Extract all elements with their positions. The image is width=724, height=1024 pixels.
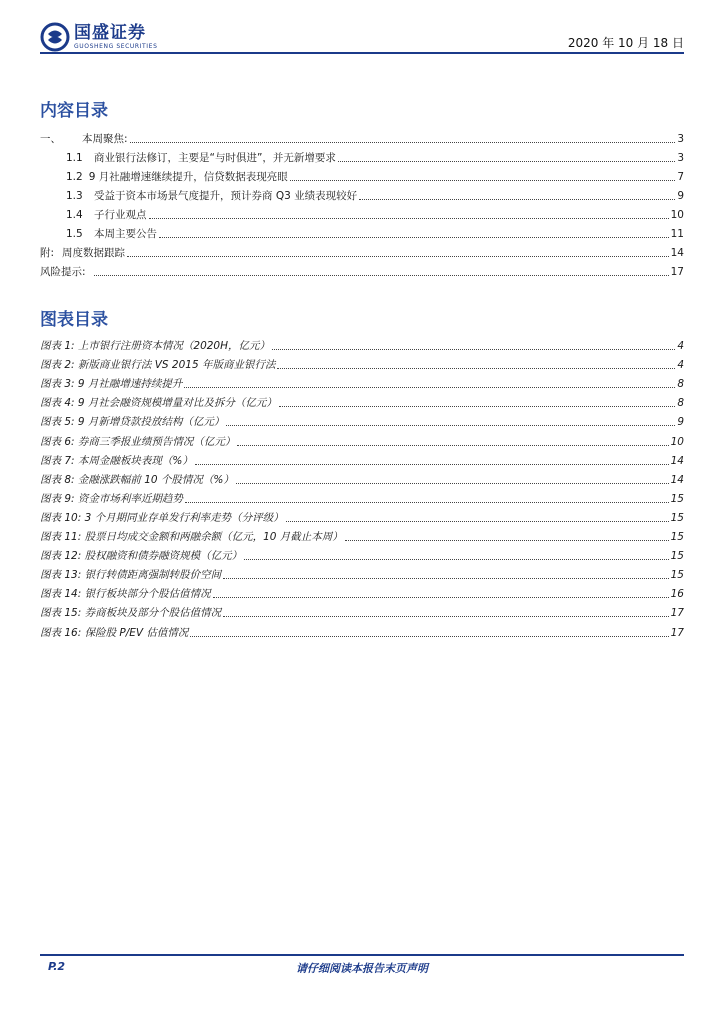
toc-item-number: 一、	[40, 133, 61, 145]
toc-item-number: 1.3	[66, 190, 83, 202]
figure-item-page: 15	[670, 531, 684, 543]
figure-list-item[interactable]	[40, 395, 684, 411]
toc-item[interactable]	[66, 226, 684, 242]
figure-item-label: 图表 14: 银行板块部分个股估值情况	[40, 588, 211, 600]
figure-item-page: 17	[670, 627, 684, 639]
figure-item-label: 图表 7: 本周金融板块表现（%）	[40, 455, 193, 467]
figures-title: 图表目录	[40, 310, 108, 330]
figure-item-label: 图表 5: 9 月新增贷款投放结构（亿元）	[40, 416, 225, 428]
figure-list-item[interactable]	[40, 357, 684, 373]
dot-leader	[223, 615, 669, 617]
figure-item-label: 图表 9: 资金市场利率近期趋势	[40, 493, 183, 505]
figure-item-label: 图表 13: 银行转债距离强制转股价空间	[40, 569, 222, 581]
figure-item-label: 图表 6: 券商三季报业绩预告情况（亿元）	[40, 436, 236, 448]
dot-leader	[223, 577, 669, 579]
dot-leader	[338, 160, 675, 162]
figure-list-item[interactable]	[40, 548, 684, 564]
figure-item-label: 图表 10: 3 个月期同业存单发行利率走势（分评级）	[40, 512, 284, 524]
toc-item-number: 风险提示:	[40, 266, 86, 278]
toc-item-page: 10	[670, 209, 684, 221]
dot-leader	[286, 520, 669, 522]
toc-item[interactable]	[66, 207, 684, 223]
toc-item-label: 本周主要公告	[94, 228, 157, 240]
dot-leader	[94, 274, 669, 276]
dot-leader	[277, 367, 675, 369]
toc-item[interactable]	[40, 245, 684, 261]
dot-leader	[185, 501, 669, 503]
disclaimer-note: 请仔细阅读本报告末页声明	[296, 962, 428, 975]
figure-list-item[interactable]	[40, 376, 684, 392]
dot-leader	[149, 217, 669, 219]
figure-item-label: 图表 4: 9 月社会融资规模增量对比及拆分（亿元）	[40, 397, 277, 409]
figure-item-page: 15	[670, 569, 684, 581]
figure-item-page: 14	[670, 474, 684, 486]
dot-leader	[190, 635, 668, 637]
toc-item-page: 3	[677, 152, 684, 164]
dot-leader	[345, 539, 669, 541]
brand-logo-icon	[40, 22, 70, 52]
figure-list-item[interactable]	[40, 434, 684, 450]
figure-item-label: 图表 12: 股权融资和债券融资规模（亿元）	[40, 550, 243, 562]
dot-leader	[226, 424, 675, 426]
figure-list-item[interactable]	[40, 567, 684, 583]
figure-list-item[interactable]	[40, 491, 684, 507]
dot-leader	[359, 198, 675, 200]
dot-leader	[272, 348, 675, 350]
figure-item-page: 9	[677, 416, 684, 428]
figure-item-label: 图表 11: 股票日均成交金额和两融余额（亿元，10 月截止本周）	[40, 531, 343, 543]
toc-item-number: 1.1	[66, 152, 83, 164]
figure-list-item[interactable]	[40, 338, 684, 354]
toc-item[interactable]	[40, 264, 684, 280]
toc-item-number: 附:	[40, 247, 55, 259]
figure-item-page: 8	[677, 378, 684, 390]
figure-list-item[interactable]	[40, 625, 684, 641]
toc-item-label: 子行业观点	[94, 209, 147, 221]
brand-logo	[40, 22, 157, 52]
dot-leader	[237, 444, 668, 446]
figure-item-page: 15	[670, 512, 684, 524]
figure-item-label: 图表 1: 上市银行注册资本情况（2020H，亿元）	[40, 340, 271, 352]
figure-item-page: 15	[670, 493, 684, 505]
footer-divider	[40, 954, 684, 956]
toc-item[interactable]	[40, 131, 684, 147]
toc-item-label: 商业银行法修订，主要是“与时俱进”，并无新增要求	[94, 152, 336, 164]
figure-list-item[interactable]	[40, 472, 684, 488]
header-divider	[40, 52, 684, 54]
dot-leader	[290, 179, 676, 181]
toc-item-page: 11	[670, 228, 684, 240]
page-header	[40, 22, 684, 56]
toc-item-page: 9	[677, 190, 684, 202]
figure-list-item[interactable]	[40, 586, 684, 602]
figure-item-page: 16	[670, 588, 684, 600]
toc-item-label: 9 月社融增速继续提升，信贷数据表现亮眼	[88, 171, 288, 183]
page-number: P.2	[48, 960, 66, 973]
figure-item-label: 图表 3: 9 月社融增速持续提升	[40, 378, 183, 390]
figure-item-page: 4	[677, 340, 684, 352]
brand-name-en: GUOSHENG SECURITIES	[74, 42, 158, 50]
figure-item-label: 图表 16: 保险股 P/EV 估值情况	[40, 627, 189, 639]
toc-item[interactable]	[66, 169, 684, 185]
figure-item-page: 10	[670, 436, 684, 448]
toc-item-label: 本周聚焦:	[82, 133, 128, 145]
toc-item-label: 周度数据跟踪	[62, 247, 125, 259]
toc-item-number: 1.4	[66, 209, 83, 221]
dot-leader	[195, 463, 669, 465]
report-date: 2020 年 10 月 18 日	[567, 36, 684, 50]
toc-item-page: 7	[677, 171, 684, 183]
toc-item-page: 3	[677, 133, 684, 145]
toc-item[interactable]	[66, 188, 684, 204]
dot-leader	[244, 558, 669, 560]
figure-item-page: 15	[670, 550, 684, 562]
figure-item-page: 4	[677, 359, 684, 371]
dot-leader	[213, 596, 669, 598]
figure-item-page: 8	[677, 397, 684, 409]
figure-item-label: 图表 8: 金融涨跌幅前 10 个股情况（%）	[40, 474, 234, 486]
figure-list-item[interactable]	[40, 605, 684, 621]
figure-list-item[interactable]	[40, 453, 684, 469]
dot-leader	[127, 255, 669, 257]
dot-leader	[130, 141, 676, 143]
figure-item-page: 14	[670, 455, 684, 467]
toc-title: 内容目录	[40, 101, 108, 121]
dot-leader	[279, 405, 675, 407]
figure-list-item[interactable]	[40, 529, 684, 545]
figure-list-item[interactable]	[40, 414, 684, 430]
dot-leader	[184, 386, 675, 388]
toc-item-number: 1.2	[66, 171, 83, 183]
figure-item-label: 图表 15: 券商板块及部分个股估值情况	[40, 607, 222, 619]
figure-item-label: 图表 2: 新版商业银行法 VS 2015 年版商业银行法	[40, 359, 276, 371]
toc-item-label: 受益于资本市场景气度提升，预计券商 Q3 业绩表现较好	[94, 190, 358, 202]
toc-item-page: 14	[670, 247, 684, 259]
dot-leader	[159, 236, 669, 238]
figure-list-item[interactable]	[40, 510, 684, 526]
figure-item-page: 17	[670, 607, 684, 619]
brand-name: 国盛证券	[74, 22, 146, 43]
dot-leader	[236, 482, 669, 484]
toc-item[interactable]	[66, 150, 684, 166]
toc-item-page: 17	[670, 266, 684, 278]
toc-item-number: 1.5	[66, 228, 83, 240]
